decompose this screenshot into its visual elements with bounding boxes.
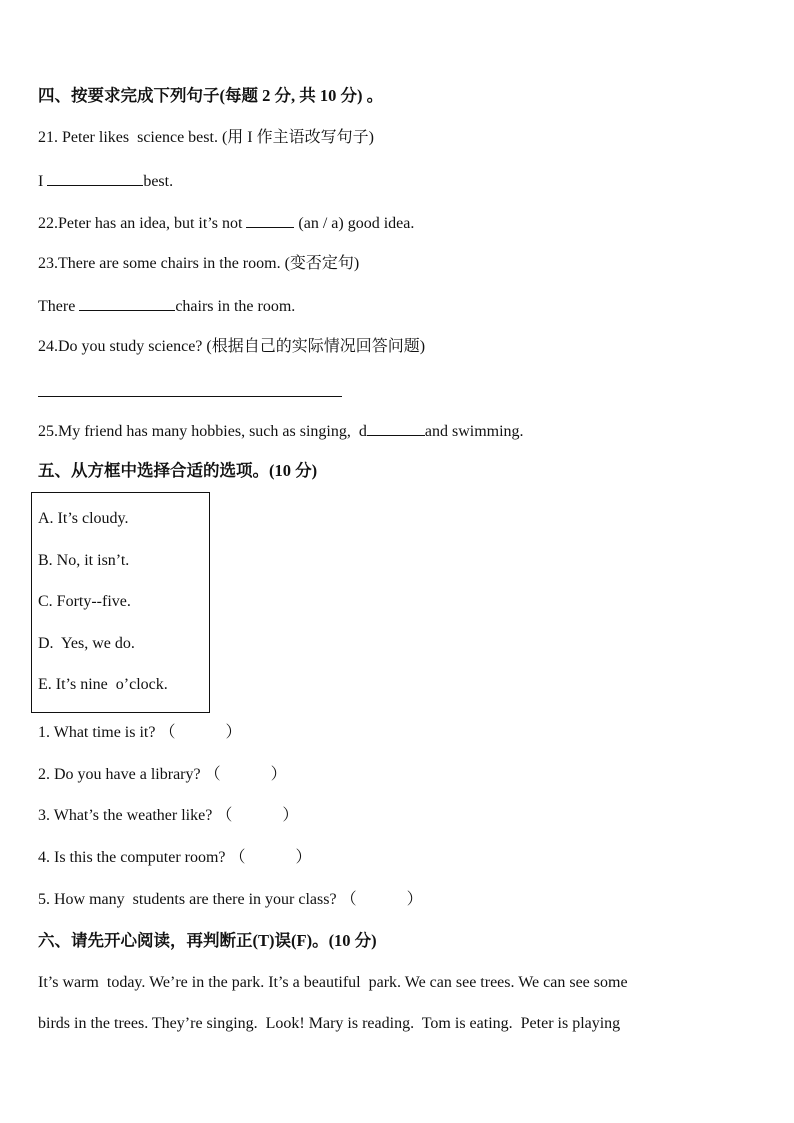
section5-heading: 五、从方框中选择合适的选项。(10 分) [38,461,318,480]
q25-line [38,420,524,442]
question-1-text: 1. What time is it? [38,724,156,741]
q24-answer-blank[interactable] [38,396,342,397]
q21-answer-prefix: I [38,173,44,190]
q22-prefix: 22.Peter has an idea, but it’s not [38,215,243,232]
q21-answer-line [38,170,173,192]
q23-answer-suffix: chairs in the room. [175,298,296,315]
q25-suffix: and swimming. [424,423,524,440]
question-3-text: 3. What’s the weather like? [38,807,213,824]
option-a: A. It’s cloudy. [38,510,129,527]
question-4-open: （ [229,849,246,866]
option-e: E. It’s nine o’clock. [38,676,168,693]
option-d: D. Yes, we do. [38,635,135,652]
question-5 [38,890,423,910]
section4-heading: 四、按要求完成下列句子(每题 2 分, 共 10 分) 。 [38,86,384,105]
question-5-open: （ [340,891,357,908]
q23-blank[interactable] [79,295,175,311]
question-4 [38,848,312,868]
question-2 [38,765,287,785]
q25-prefix: 25.My friend has many hobbies, such as singing, d [38,423,367,440]
question-1-open: （ [159,724,176,741]
question-2-text: 2. Do you have a library? [38,766,201,783]
question-5-close: ） [406,891,423,908]
question-1-close: ） [225,724,242,741]
q23-answer-line [38,295,295,317]
question-1 [38,723,242,743]
question-3 [38,806,298,826]
q22-suffix: (an / a) good idea. [298,215,415,232]
option-b: B. No, it isn’t. [38,552,130,569]
question-5-text: 5. How many students are there in your class? [38,891,337,908]
passage-line-2: birds in the trees. They’re singing. Look! Mary is reading. Tom is eating. Peter is playing [38,1015,621,1032]
section6-heading: 六、请先开心阅读，再判断正(T)误(F)。(10 分) [38,931,377,950]
question-3-close: ） [282,807,299,824]
option-c: C. Forty--five. [38,593,131,610]
q21-text: 21. Peter likes science best. (用 I 作主语改写句子) [38,129,374,146]
question-2-open: （ [204,766,221,783]
q25-blank[interactable] [367,420,425,436]
q22-blank[interactable] [246,212,294,228]
q22-line [38,212,414,234]
passage-line-1: It’s warm today. We’re in the park. It’s a beautiful park. We can see trees. We can see some [38,974,628,991]
q23-text: 23.There are some chairs in the room. (变否定句) [38,255,360,272]
question-4-close: ） [295,849,312,866]
q24-text: 24.Do you study science? (根据自己的实际情况回答问题) [38,338,426,355]
q23-answer-prefix: There [38,298,76,315]
q21-blank[interactable] [47,170,143,186]
question-4-text: 4. Is this the computer room? [38,849,226,866]
q21-answer-suffix: best. [143,173,174,190]
question-2-close: ） [270,766,287,783]
question-3-open: （ [216,807,233,824]
